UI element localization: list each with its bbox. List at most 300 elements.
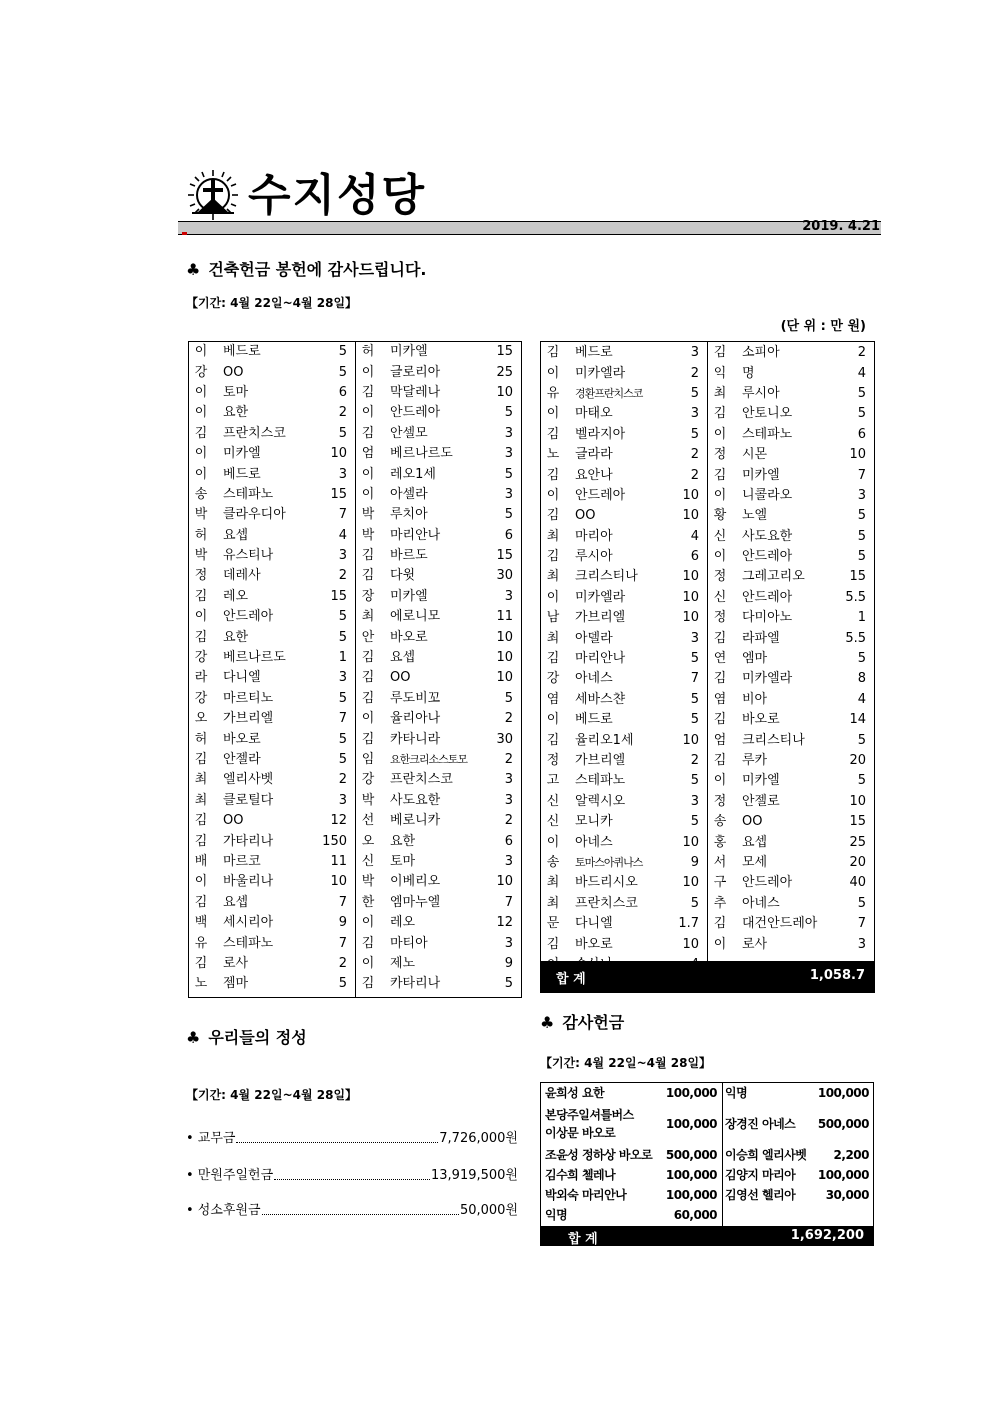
donor-surname: 김 — [194, 752, 208, 767]
donor-surname: 오 — [361, 833, 375, 849]
donor-surname: 엄 — [361, 446, 375, 462]
donor-row — [541, 649, 707, 669]
donor-amount: 3 — [338, 548, 347, 564]
donor-surname: 박 — [194, 548, 208, 564]
donor-surname: 김 — [713, 712, 727, 728]
offering-item: • 만원주일헌금 13,919,500원 — [186, 1168, 518, 1183]
donor-row — [189, 852, 355, 872]
building-fund-period: 【기간: 4월 22일~4월 28일】 — [186, 296, 358, 310]
donor-name: 루카 — [742, 753, 768, 768]
donor-amount: 5 — [338, 344, 347, 360]
donor-amount: 7 — [338, 711, 347, 727]
donor-name: 안셀모 — [390, 425, 428, 441]
red-mark — [182, 232, 187, 235]
donor-row — [356, 342, 521, 362]
donor-surname: 최 — [546, 895, 560, 911]
donor-surname: 구 — [713, 875, 727, 891]
thanks-donor-name: 김양지 마리아 — [725, 1168, 796, 1182]
donor-name: 요한크리소스토모 — [390, 753, 468, 766]
donor-row — [356, 893, 521, 913]
donor-name: 토마 — [223, 384, 249, 400]
donor-surname: 신 — [546, 793, 560, 809]
donor-surname: 노 — [194, 976, 208, 992]
donor-amount: 3 — [338, 466, 347, 482]
donor-amount: 5 — [690, 426, 699, 442]
donor-amount: 12 — [330, 813, 347, 829]
donor-row — [708, 527, 874, 547]
donor-row — [356, 627, 521, 647]
offering-item: • 교무금 7,726,000원 — [186, 1131, 518, 1146]
donor-name: 바울리나 — [223, 874, 274, 890]
donor-amount: 5 — [857, 508, 866, 524]
donor-amount: 30 — [496, 731, 513, 747]
donor-row — [356, 648, 521, 668]
donor-row — [541, 343, 707, 363]
donor-surname: 이 — [713, 936, 727, 952]
donor-name: 노엘 — [742, 508, 768, 524]
donor-name: 스테파노 — [223, 486, 274, 502]
donor-amount: 4 — [857, 691, 866, 707]
donor-amount: 11 — [330, 853, 347, 869]
donor-surname: 추 — [713, 895, 727, 911]
donor-name: 가브리엘 — [575, 610, 626, 626]
donor-name: 세바스챤 — [575, 691, 626, 707]
donor-row — [541, 608, 707, 628]
donor-name: OO — [575, 508, 596, 524]
donor-row — [541, 914, 707, 934]
donor-amount: 9 — [338, 915, 347, 931]
donor-amount: 1.7 — [678, 916, 699, 932]
donor-row — [541, 792, 707, 812]
donor-row — [356, 974, 521, 994]
thanks-total-label: 합 계 — [568, 1232, 598, 1247]
donor-amount: 10 — [496, 650, 513, 666]
thanks-total-bar — [540, 1227, 874, 1246]
donor-row — [189, 974, 355, 994]
donor-surname: 정 — [713, 569, 727, 585]
donor-name: 유스티나 — [223, 548, 274, 564]
donor-surname: 이 — [713, 487, 727, 503]
donor-row — [541, 506, 707, 526]
donor-name: 바르도 — [390, 548, 428, 564]
donor-row — [541, 465, 707, 485]
donor-surname: 정 — [713, 793, 727, 809]
donor-row — [356, 526, 521, 546]
thanks-amount — [814, 1205, 873, 1225]
donor-amount: 3 — [690, 406, 699, 422]
donor-row — [356, 872, 521, 892]
donor-amount: 2 — [857, 345, 866, 361]
donor-row — [541, 812, 707, 832]
thanks-total-value: 1,692,200 — [790, 1228, 864, 1243]
donor-row — [708, 934, 874, 954]
donor-row — [189, 342, 355, 362]
donor-surname: 이 — [546, 487, 560, 503]
donor-surname: 배 — [194, 853, 208, 869]
thanks-amount: 100,000 — [817, 1168, 869, 1182]
donor-surname: 송 — [194, 486, 208, 502]
donor-amount: 3 — [504, 425, 513, 441]
donor-name: 바오로 — [390, 629, 428, 645]
donor-row — [356, 505, 521, 525]
donor-amount: 5 — [690, 773, 699, 789]
donor-name: 라파엘 — [742, 630, 780, 646]
donor-surname: 김 — [194, 894, 208, 910]
donor-row — [189, 791, 355, 811]
thanks-row — [541, 1165, 873, 1185]
donor-surname: 라 — [194, 670, 208, 686]
donor-surname: 허 — [361, 344, 375, 360]
donor-amount: 15 — [849, 569, 866, 585]
donor-surname: 김 — [713, 345, 727, 361]
donor-surname: 강 — [194, 650, 208, 666]
donor-surname: 황 — [713, 508, 727, 524]
donor-name: 요셉 — [390, 650, 416, 666]
donor-amount: 5 — [857, 528, 866, 544]
donor-amount: 6 — [690, 549, 699, 565]
donor-name: 안드레아 — [742, 875, 793, 891]
donor-surname: 이 — [361, 486, 375, 502]
donor-row — [708, 384, 874, 404]
donor-amount: 3 — [690, 345, 699, 361]
donor-surname: 김 — [713, 630, 727, 646]
donor-surname: 최 — [194, 772, 208, 788]
donor-surname: 김 — [361, 568, 375, 584]
donor-surname: 홍 — [713, 834, 727, 850]
donor-amount: 150 — [322, 833, 347, 849]
donor-surname: 남 — [546, 610, 560, 626]
donor-name: 안드레아 — [575, 487, 626, 503]
donor-name: 마리안나 — [390, 527, 441, 543]
donor-name: 안드레아 — [742, 549, 793, 565]
donor-column-4 — [708, 343, 874, 955]
donor-amount: 2 — [504, 813, 513, 829]
donor-name: 미카엘 — [742, 467, 780, 483]
donor-row — [356, 424, 521, 444]
donor-row — [189, 913, 355, 933]
donor-surname: 이 — [361, 466, 375, 482]
donor-name: 베드로 — [575, 345, 613, 361]
thanks-amount: 60,000 — [673, 1208, 718, 1222]
donor-name: 로사 — [223, 955, 249, 971]
donor-amount: 5 — [338, 690, 347, 706]
donor-name: 미카엘라 — [742, 671, 793, 687]
donor-amount: 5 — [338, 752, 347, 767]
donor-row — [189, 933, 355, 953]
donor-name: 클라우디아 — [223, 507, 286, 523]
donor-surname: 이 — [361, 405, 375, 421]
donor-surname: 이 — [546, 406, 560, 422]
donor-name: 레오1세 — [390, 466, 436, 482]
donor-row — [356, 689, 521, 709]
donor-surname: 정 — [194, 568, 208, 584]
donor-row — [189, 750, 355, 770]
donor-surname: 이 — [546, 712, 560, 728]
donor-amount: 8 — [857, 671, 866, 687]
bulletin-date: 2019. 4.21 — [802, 219, 880, 234]
thanks-amount: 100,000 — [665, 1086, 718, 1100]
donor-name: 바오로 — [223, 731, 261, 747]
donor-amount: 5 — [690, 712, 699, 728]
donor-amount: 5 — [690, 691, 699, 707]
donor-row — [189, 546, 355, 566]
donor-surname: 최 — [546, 528, 560, 544]
club-icon: ♣ — [186, 260, 201, 279]
parish-title: 수지성당 — [248, 170, 427, 221]
donor-row — [541, 710, 707, 730]
donor-amount: 5 — [338, 425, 347, 441]
donor-row — [356, 383, 521, 403]
donor-name: 미카엘 — [390, 344, 428, 360]
donor-name: 크리스티나 — [742, 732, 805, 748]
donor-name: OO — [390, 670, 411, 686]
donor-name: 루시아 — [575, 549, 613, 565]
thanks-table — [541, 1083, 873, 1225]
donor-amount: 7 — [338, 507, 347, 523]
donor-surname: 정 — [713, 447, 727, 463]
donor-name: 크리스티나 — [575, 569, 638, 585]
donor-name: 루치아 — [390, 507, 428, 523]
donor-name: 베드로 — [575, 712, 613, 728]
donor-name: 요셉 — [742, 834, 768, 850]
donor-name: 요안나 — [575, 467, 613, 483]
donor-amount: 5 — [338, 976, 347, 992]
donor-name: 미카엘 — [390, 588, 428, 604]
donor-name: 데레사 — [223, 568, 261, 584]
donor-name: 안토니오 — [742, 406, 793, 422]
donor-name: 이베리오 — [390, 874, 441, 890]
donor-surname: 신 — [546, 814, 560, 830]
donor-surname: 한 — [361, 894, 375, 910]
donor-row — [541, 873, 707, 893]
donor-amount: 2 — [338, 405, 347, 421]
donor-name: 마리아 — [575, 528, 613, 544]
donor-surname: 임 — [361, 752, 375, 767]
donor-amount: 3 — [504, 446, 513, 462]
donor-surname: 엄 — [713, 732, 727, 748]
donor-surname: 김 — [194, 425, 208, 441]
donor-row — [708, 588, 874, 608]
donor-surname: 안 — [361, 629, 375, 645]
donor-name: OO — [223, 813, 244, 829]
donor-amount: 5 — [690, 895, 699, 911]
donor-name: 마태오 — [575, 406, 613, 422]
donor-surname: 이 — [194, 466, 208, 482]
donor-surname: 김 — [713, 916, 727, 932]
donor-row — [189, 668, 355, 688]
donor-name: 스테파노 — [575, 773, 626, 789]
donor-amount: 5 — [338, 609, 347, 625]
donor-row — [356, 403, 521, 423]
donor-surname: 최 — [194, 792, 208, 808]
donor-name: 요한 — [223, 629, 249, 645]
thanks-amount: 100,000 — [817, 1086, 869, 1100]
donor-amount: 10 — [496, 629, 513, 645]
donor-amount: 3 — [504, 935, 513, 951]
donor-surname: 최 — [546, 630, 560, 646]
donor-surname: 김 — [361, 690, 375, 706]
donor-amount: 3 — [857, 936, 866, 952]
offering-item: • 성소후원금 50,000원 — [186, 1203, 518, 1218]
donor-name: 안젤라 — [223, 752, 261, 767]
donor-row — [189, 424, 355, 444]
donor-amount: 5 — [504, 405, 513, 421]
donor-surname: 김 — [713, 467, 727, 483]
donor-surname: 이 — [194, 344, 208, 360]
donor-amount: 2 — [690, 447, 699, 463]
donor-surname: 이 — [194, 384, 208, 400]
donor-row — [708, 445, 874, 465]
donor-surname: 신 — [713, 589, 727, 605]
thanks-donor-name: 장경진 아네스 — [725, 1117, 796, 1131]
donor-row — [708, 690, 874, 710]
donor-row — [189, 444, 355, 464]
donor-amount: 7 — [504, 894, 513, 910]
thanks-row — [541, 1205, 873, 1225]
donor-name: 미카엘라 — [575, 365, 626, 381]
thanks-donor-name: 이승희 엘리사벳 — [725, 1148, 807, 1162]
donor-row — [189, 954, 355, 974]
donor-name: 글라라 — [575, 447, 613, 463]
donor-name: 모니카 — [575, 814, 613, 830]
donor-row — [708, 873, 874, 893]
donor-amount: 3 — [504, 853, 513, 869]
donor-surname: 이 — [194, 874, 208, 890]
donor-row — [541, 404, 707, 424]
thanks-amount: 100,000 — [665, 1168, 718, 1182]
donor-amount: 10 — [682, 487, 699, 503]
thanks-donor-name: 익명 — [545, 1208, 568, 1222]
donor-amount: 9 — [504, 955, 513, 971]
donor-surname: 강 — [194, 690, 208, 706]
donor-row — [708, 506, 874, 526]
donor-row — [356, 587, 521, 607]
donor-row — [189, 362, 355, 382]
donor-amount: 1 — [338, 650, 347, 666]
donor-row — [356, 811, 521, 831]
donor-amount: 2 — [338, 772, 347, 788]
donor-amount: 1 — [857, 610, 866, 626]
donor-amount: 10 — [682, 875, 699, 891]
donor-surname: 김 — [546, 508, 560, 524]
donor-amount: 10 — [682, 569, 699, 585]
donor-surname: 최 — [546, 569, 560, 585]
donor-surname: 최 — [546, 875, 560, 891]
donor-surname: 김 — [194, 833, 208, 849]
donor-name: 막달레나 — [390, 384, 441, 400]
donor-row — [541, 445, 707, 465]
donor-surname: 김 — [194, 588, 208, 604]
donor-surname: 김 — [194, 813, 208, 829]
donor-amount: 7 — [690, 671, 699, 687]
donor-row — [541, 853, 707, 873]
donor-name: 아델라 — [575, 630, 613, 646]
donor-name: 제노 — [390, 955, 416, 971]
donor-amount: 10 — [496, 874, 513, 890]
donor-surname: 문 — [546, 916, 560, 932]
donor-row — [189, 587, 355, 607]
donor-amount: 2 — [690, 753, 699, 768]
donor-amount: 11 — [496, 609, 513, 625]
building-total-value: 1,058.7 — [809, 968, 865, 983]
donor-name: 마르티노 — [223, 690, 274, 706]
donor-row — [356, 729, 521, 749]
donor-amount: 5 — [504, 976, 513, 992]
thanks-amount: 100,000 — [665, 1117, 718, 1131]
donor-name: 알렉시오 — [575, 793, 626, 809]
donor-surname: 이 — [194, 446, 208, 462]
donor-name: 요한 — [223, 405, 249, 421]
donor-amount: 5 — [338, 364, 347, 380]
donor-amount: 10 — [330, 874, 347, 890]
donor-surname: 염 — [546, 691, 560, 707]
donor-row — [356, 464, 521, 484]
donor-surname: 이 — [361, 955, 375, 971]
donor-amount: 2 — [504, 752, 513, 767]
donor-row — [541, 894, 707, 914]
club-icon: ♣ — [540, 1013, 555, 1032]
donor-surname: 김 — [361, 935, 375, 951]
thanks-offering-period: 【기간: 4월 22일~4월 28일】 — [540, 1056, 712, 1070]
thanks-row — [541, 1185, 873, 1205]
donor-name: 클로틸다 — [223, 792, 274, 808]
thanks-row — [541, 1083, 873, 1103]
our-offering-period: 【기간: 4월 22일~4월 28일】 — [186, 1088, 358, 1102]
donor-surname: 이 — [546, 589, 560, 605]
donor-amount: 5 — [857, 385, 866, 401]
donor-amount: 15 — [496, 548, 513, 564]
donor-amount: 2 — [338, 568, 347, 584]
donor-name: 레오 — [223, 588, 249, 604]
donor-row — [541, 363, 707, 383]
donor-amount: 20 — [849, 753, 866, 768]
donor-row — [356, 444, 521, 464]
donor-row — [541, 628, 707, 648]
donor-name: 벨라지아 — [575, 426, 626, 442]
donor-name: 사도요한 — [742, 528, 793, 544]
donor-name: 비아 — [742, 691, 768, 707]
donor-amount: 3 — [338, 792, 347, 808]
donor-amount: 15 — [330, 486, 347, 502]
donor-surname: 강 — [361, 772, 375, 788]
donor-row — [541, 384, 707, 404]
donor-surname: 박 — [194, 507, 208, 523]
donor-amount: 5 — [857, 549, 866, 565]
donor-amount: 5 — [857, 406, 866, 422]
donor-row — [189, 607, 355, 627]
donor-amount: 2 — [338, 955, 347, 971]
donor-surname: 김 — [361, 548, 375, 564]
donor-surname: 허 — [194, 527, 208, 543]
donor-row — [189, 709, 355, 729]
donor-name: 세시리아 — [223, 915, 274, 931]
donor-surname: 유 — [546, 385, 560, 401]
donor-name: 아셀라 — [390, 486, 428, 502]
donor-surname: 박 — [361, 507, 375, 523]
donor-row — [189, 831, 355, 851]
donor-amount: 5 — [504, 690, 513, 706]
donor-row — [708, 771, 874, 791]
thanks-amount: 500,000 — [817, 1117, 869, 1131]
donor-name: 소피아 — [742, 345, 780, 361]
donor-surname: 김 — [546, 549, 560, 565]
donor-row — [708, 832, 874, 852]
donor-surname: 노 — [546, 447, 560, 463]
donor-name: 명 — [742, 365, 755, 381]
donor-row — [708, 363, 874, 383]
donor-row — [189, 403, 355, 423]
donor-amount: 4 — [857, 365, 866, 381]
